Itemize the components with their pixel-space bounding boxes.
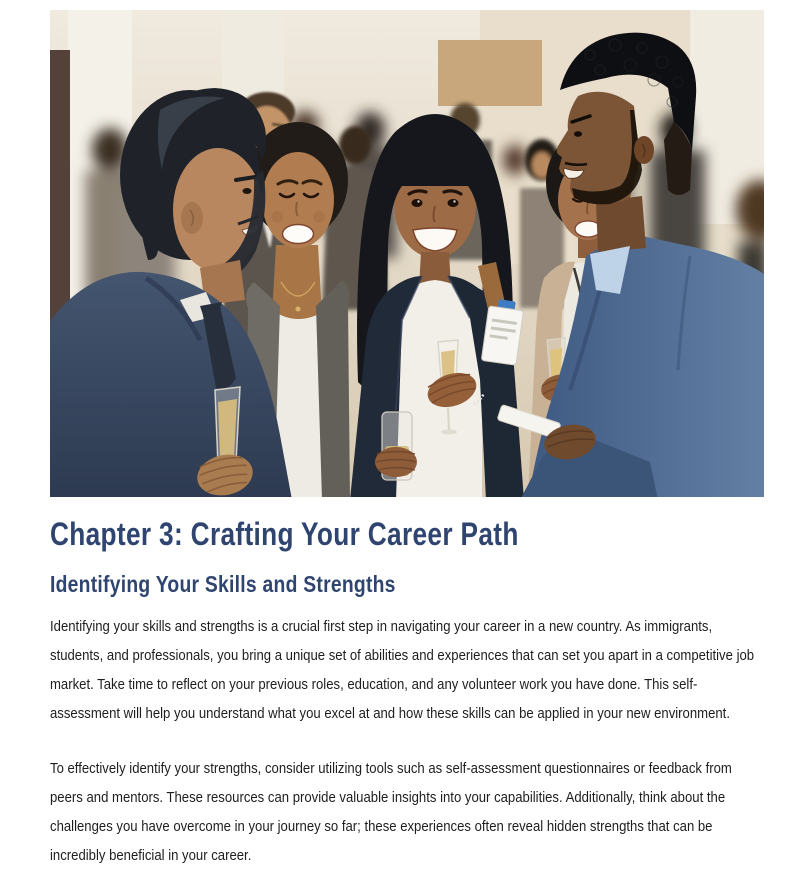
paragraph-identifying-skills: Identifying your skills and strengths is a crucial first step in navigating your career in a new country. As immigrants, students, and professionals, you bring a unique set of abilities and experiences that can set you apart in a competitive job market. Take time to reflect on your previous roles, education, and any volunteer work you have done. This self-assessment will help you understand what you excel at and how these skills can be applied in your new environment. bbox=[50, 617, 755, 722]
paragraph-identify-strengths: To effectively identify your strengths, consider utilizing tools such as self-assessment questionnaires or feedback from peers and mentors. These resources can provide valuable insights into your capabilities. Additionally, think about the challenges you have overcome in your journey so far; these experiences often reveal hidden strengths that can be incredibly beneficial in your career. bbox=[50, 759, 732, 864]
networking-photo bbox=[50, 10, 764, 497]
chapter-title: Chapter 3: Crafting Your Career Path bbox=[50, 516, 519, 552]
section-title: Identifying Your Skills and Strengths bbox=[50, 570, 396, 597]
